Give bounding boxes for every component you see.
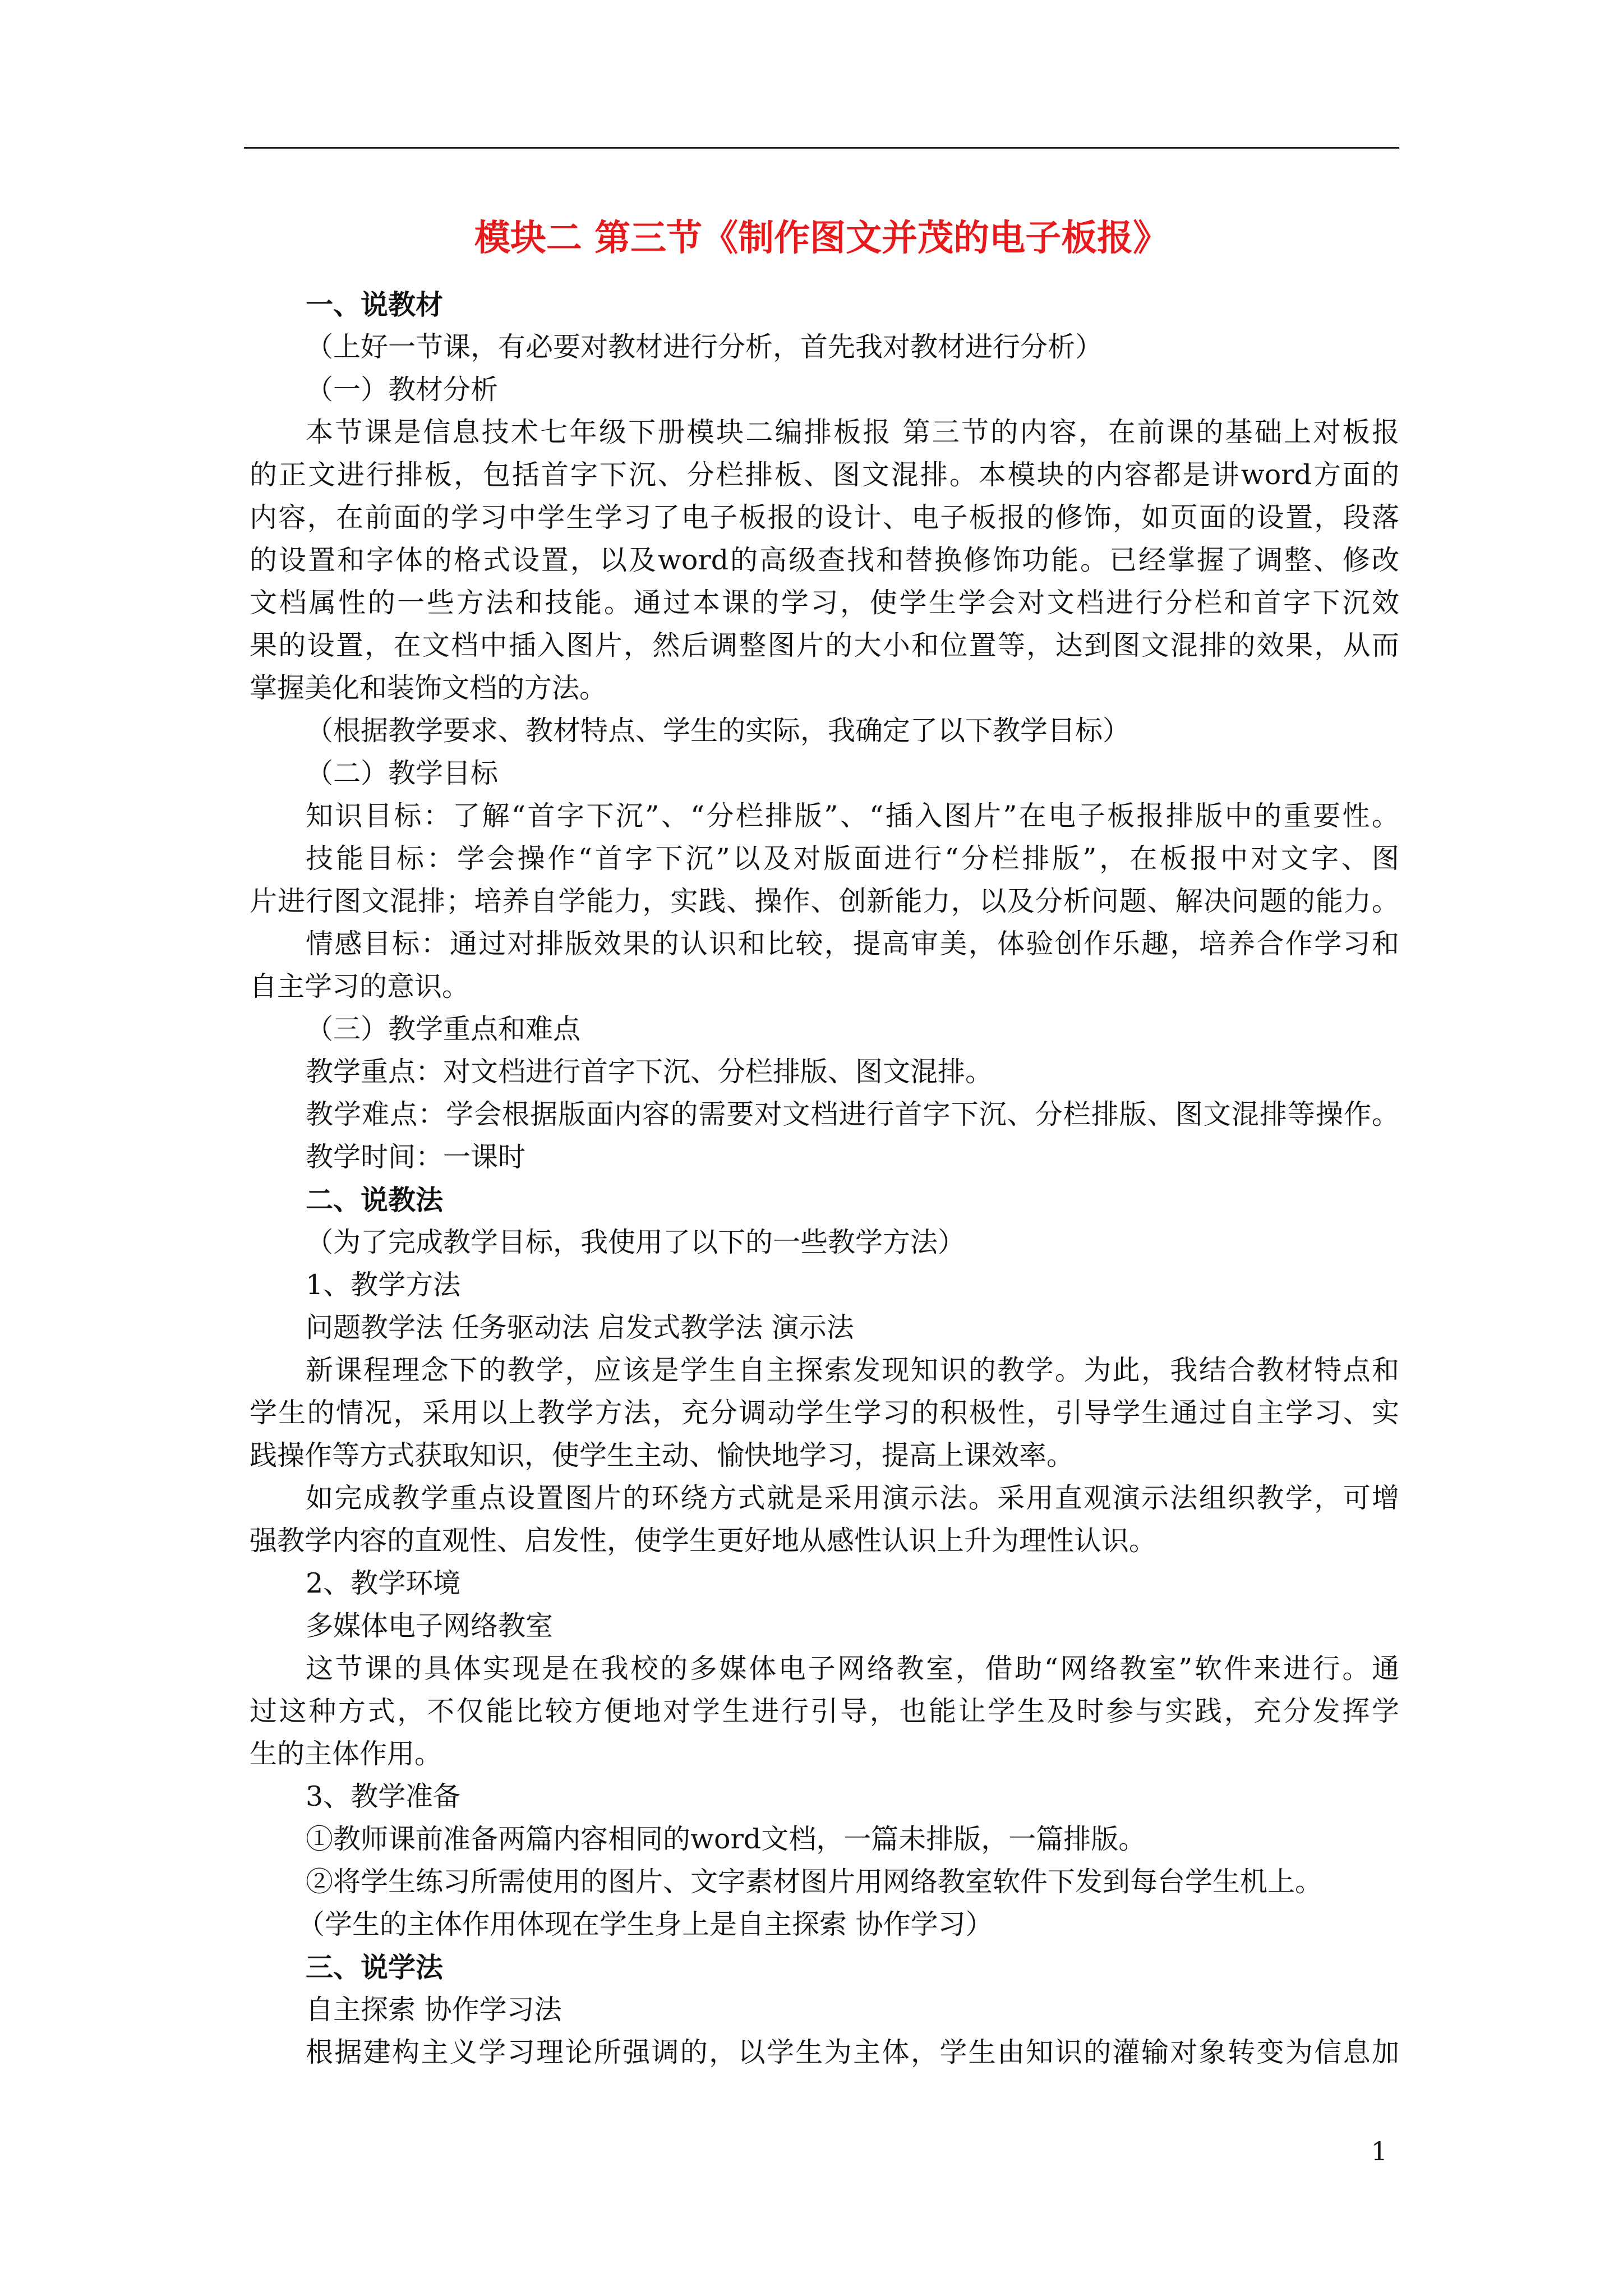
paragraph-line: 新课程理念下的教学，应该是学生自主探索发现知识的教学。为此，我结合教材特点和 [306,1354,1399,1386]
header-rule [244,147,1399,149]
paragraph-line: （上好一节课，有必要对教材进行分析，首先我对教材进行分析） [306,331,1103,363]
paragraph-line: 情感目标：通过对排版效果的认识和比较，提高审美，体验创作乐趣，培养合作学习和 [306,928,1399,960]
paragraph-line: 自主学习的意识。 [250,970,470,1002]
subheading: 1、教学方法 [306,1269,461,1301]
subheading: 2、教学环境 [306,1567,461,1599]
document-title: 模块二 第三节《制作图文并茂的电子板报》 [474,217,1169,259]
page-number: 1 [1371,2136,1387,2166]
paragraph-line: 如完成教学重点设置图片的环绕方式就是采用演示法。采用直观演示法组织教学，可增 [306,1482,1399,1514]
paragraph-line: 多媒体电子网络教室 [306,1610,554,1642]
paragraph-line: 知识目标：了解“首字下沉”、“分栏排版”、“插入图片”在电子板报排版中的重要性。 [306,800,1399,832]
paragraph-line: （学生的主体作用体现在学生身上是自主探索 协作学习） [297,1908,993,1940]
paragraph-line: 自主探索 协作学习法 [306,1994,562,2026]
paragraph-line: 教学时间：一课时 [306,1141,526,1173]
paragraph-line: （为了完成教学目标，我使用了以下的一些教学方法） [306,1226,966,1258]
paragraph-line: 问题教学法 任务驱动法 启发式教学法 演示法 [306,1312,854,1343]
paragraph-line: 技能目标：学会操作“首字下沉”以及对版面进行“分栏排版”，在板报中对文字、图 [306,843,1399,875]
paragraph-line: 教学重点：对文档进行首字下沉、分栏排版、图文混排。 [306,1056,993,1088]
subheading: （一）教材分析 [306,374,499,406]
paragraph-line: 内容，在前面的学习中学生学习了电子板报的设计、电子板报的修饰，如页面的设置，段落 [250,501,1399,533]
paragraph-line: 的设置和字体的格式设置，以及word的高级查找和替换修饰功能。已经掌握了调整、修改 [250,544,1399,576]
paragraph-line: 这节课的具体实现是在我校的多媒体电子网络教室，借助“网络教室”软件来进行。通 [306,1653,1399,1685]
paragraph-line: 文档属性的一些方法和技能。通过本课的学习，使学生学会对文档进行分栏和首字下沉效 [250,587,1399,619]
paragraph-line: 强教学内容的直观性、启发性，使学生更好地从感性认识上升为理性认识。 [250,1525,1157,1557]
section-heading-1: 一、说教材 [306,288,444,321]
paragraph-line: ①教师课前准备两篇内容相同的word文档，一篇未排版，一篇排版。 [306,1823,1146,1855]
subheading: 3、教学准备 [306,1780,461,1812]
subheading: （三）教学重点和难点 [306,1013,581,1045]
paragraph-line: （根据教学要求、教材特点、学生的实际，我确定了以下教学目标） [306,715,1131,747]
section-heading-3: 三、说学法 [306,1951,444,1984]
paragraph-line: 学生的情况，采用以上教学方法，充分调动学生学习的积极性，引导学生通过自主学习、实 [250,1397,1399,1429]
document-body [250,283,1399,2074]
paragraph-line: 践操作等方式获取知识，使学生主动、愉快地学习，提高上课效率。 [250,1439,1075,1471]
section-heading-2: 二、说教法 [306,1184,444,1216]
paragraph-line: 过这种方式，不仅能比较方便地对学生进行引导，也能让学生及时参与实践，充分发挥学 [250,1695,1399,1727]
paragraph-line: 的正文进行排板，包括首字下沉、分栏排板、图文混排。本模块的内容都是讲word方面的 [250,459,1399,491]
paragraph-line: ②将学生练习所需使用的图片、文字素材图片用网络教室软件下发到每台学生机上。 [306,1866,1323,1898]
subheading: （二）教学目标 [306,757,499,789]
paragraph-line: 教学难点：学会根据版面内容的需要对文档进行首字下沉、分栏排版、图文混排等操作。 [306,1098,1399,1130]
paragraph-line: 本节课是信息技术七年级下册模块二编排板报 第三节的内容，在前课的基础上对板报 [306,416,1399,448]
paragraph-line: 生的主体作用。 [250,1738,442,1770]
paragraph-line: 片进行图文混排；培养自学能力，实践、操作、创新能力，以及分析问题、解决问题的能力。 [250,885,1399,917]
paragraph-line: 根据建构主义学习理论所强调的，以学生为主体，学生由知识的灌输对象转变为信息加 [306,2036,1399,2068]
paragraph-line: 掌握美化和装饰文档的方法。 [250,672,607,704]
paragraph-line: 果的设置，在文档中插入图片，然后调整图片的大小和位置等，达到图文混排的效果，从而 [250,629,1399,661]
